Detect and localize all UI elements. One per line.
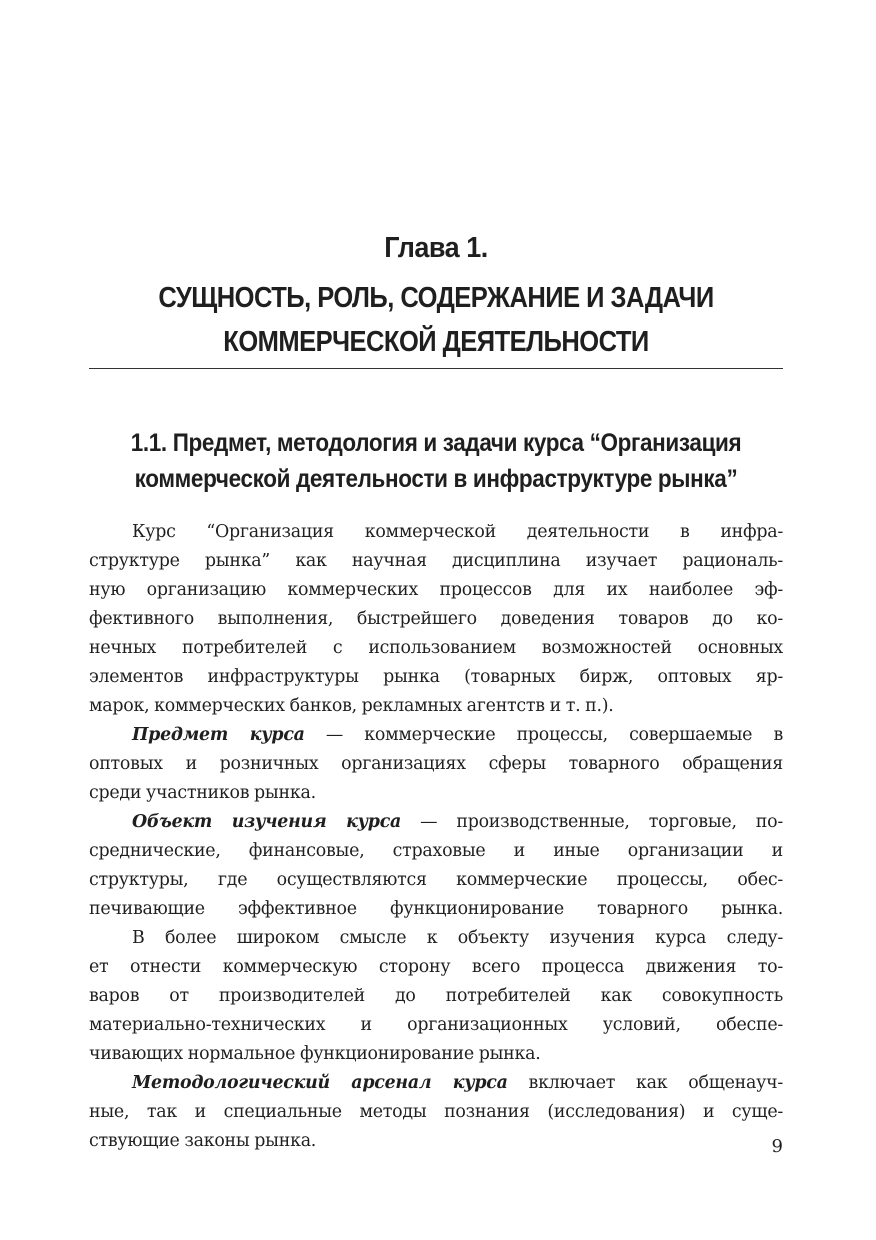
term-object: Объект изучения курса	[132, 812, 402, 832]
paragraph-line: нечных потребителей с использованием возможностей основных	[89, 638, 783, 658]
paragraph-line: варов от производителей до потребителей как совокупность	[89, 986, 783, 1006]
body-text	[89, 518, 783, 1156]
page-number: 9	[771, 1136, 783, 1157]
paragraph-line: ствующие законы рынка.	[89, 1131, 317, 1151]
paragraph-line: среднические, финансовые, страховые и иные организации и	[89, 841, 783, 861]
chapter-title	[113, 276, 759, 364]
section-title-line: 1.1. Предмет, методология и задачи курса “Организация	[130, 429, 742, 457]
section-title-line: коммерческой деятельности в инфраструктуре рынка”	[134, 465, 738, 493]
paragraph-line: структуры, где осуществляются коммерческие процессы, обес-	[89, 870, 783, 890]
paragraph-line: оптовых и розничных организациях сферы товарного обращения	[89, 754, 783, 774]
paragraph-line: В более широком смысле к объекту изучения курса следу-	[132, 928, 783, 948]
paragraph-line: печивающие эффективное функционирование товарного рынка.	[89, 899, 783, 919]
chapter-title-line: КОММЕРЧЕСКОЙ ДЕЯТЕЛЬНОСТИ	[223, 326, 649, 358]
paragraph-line-text: — коммерческие процессы, совершаемые в	[325, 725, 783, 745]
paragraph-line: ные, так и специальные методы познания (исследования) и суще-	[89, 1102, 783, 1122]
paragraph-line: фективного выполнения, быстрейшего доведения товаров до ко-	[89, 609, 783, 629]
section-title	[106, 425, 767, 497]
paragraph-line: марок, коммерческих банков, рекламных агентств и т. п.).	[89, 696, 614, 716]
paragraph-line: элементов инфраструктуры рынка (товарных бирж, оптовых яр-	[89, 667, 783, 687]
paragraph-line	[89, 1069, 783, 1098]
chapter-title-line: СУЩНОСТЬ, РОЛЬ, СОДЕРЖАНИЕ И ЗАДАЧИ	[158, 282, 714, 314]
paragraph-line	[89, 721, 783, 750]
chapter-label: Глава 1.	[384, 232, 488, 264]
paragraph-line: материально-технических и организационных условий, обеспе-	[89, 1015, 783, 1035]
paragraph-line: среди участников рынка.	[89, 783, 316, 803]
paragraph-line: Курс “Организация коммерческой деятельности в инфра-	[132, 522, 783, 542]
paragraph-line: чивающих нормальное функционирование рынка.	[89, 1044, 541, 1064]
paragraph-line: структуре рынка” как научная дисциплина изучает рациональ-	[89, 551, 783, 571]
chapter-divider	[89, 368, 783, 369]
term-subject: Предмет курса	[132, 725, 305, 745]
paragraph-line: ную организацию коммерческих процессов для их наиболее эф-	[89, 580, 783, 600]
book-page	[89, 0, 783, 1240]
paragraph-line-text: включает как общенауч-	[528, 1073, 783, 1093]
paragraph-line: ет отнести коммерческую сторону всего процесса движения то-	[89, 957, 783, 977]
paragraph-line-text: — производственные, торговые, по-	[420, 812, 783, 832]
paragraph-line	[89, 808, 783, 837]
term-method: Методологический арсенал курса	[132, 1073, 508, 1093]
